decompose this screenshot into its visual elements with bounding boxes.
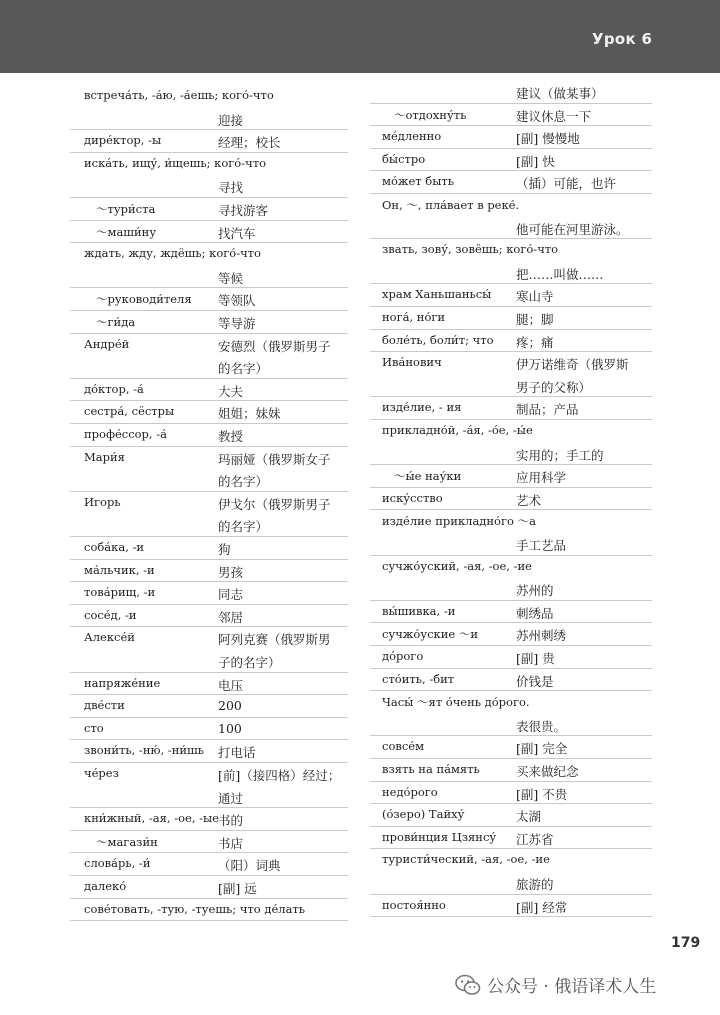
vocab-russian-term: недо́рого	[382, 784, 438, 799]
vocab-chinese-translation: 腿；脚	[516, 312, 554, 327]
row-divider	[70, 739, 348, 740]
row-divider	[370, 125, 652, 126]
row-divider	[70, 920, 348, 921]
vocab-russian-term: туристи́ческий, -ая, -ое, -ие	[382, 852, 550, 867]
vocab-chinese-translation: 的名字）	[218, 519, 269, 535]
vocab-russian-term: напряже́ние	[84, 675, 161, 690]
row-divider	[370, 803, 652, 804]
row-divider	[370, 758, 652, 759]
row-divider	[370, 464, 652, 465]
vocab-russian-term: прови́нция Цзянсу́	[382, 829, 497, 844]
vocab-chinese-translation: 等导游	[218, 316, 256, 331]
vocab-chinese-translation: 苏州刺绣	[516, 628, 567, 644]
vocab-russian-term: сове́товать, -тую, -туешь; что де́лать	[84, 901, 306, 916]
vocab-russian-term: взять на па́мять	[382, 762, 480, 776]
row-divider	[370, 396, 652, 397]
vocab-chinese-translation: [副] 不贵	[516, 786, 568, 802]
vocab-chinese-translation: 等领队	[218, 293, 256, 309]
vocab-chinese-translation: 大夫	[218, 383, 244, 399]
vocab-chinese-translation: 通过	[218, 790, 244, 806]
vocab-chinese-translation: 玛丽娅（俄罗斯女子	[218, 451, 331, 467]
watermark-text: 公众号 · 俄语译术人生	[487, 977, 657, 997]
row-divider	[70, 559, 348, 560]
vocab-russian-term: бы́стро	[382, 151, 426, 166]
vocab-russian-term: ма́льчик, -и	[84, 562, 155, 577]
vocab-chinese-translation: （阳）词典	[218, 858, 281, 874]
row-divider	[70, 491, 348, 492]
vocab-chinese-translation: 寻找游客	[218, 203, 269, 218]
vocab-chinese-translation: 子的名字）	[218, 655, 281, 670]
row-divider	[70, 694, 348, 695]
vocab-chinese-translation: 电压	[218, 677, 244, 693]
vocab-russian-term: встреча́ть, -а́ю, -а́ешь; кого́-что	[84, 88, 274, 102]
vocab-russian-term: сто	[84, 720, 104, 735]
row-divider	[370, 283, 652, 284]
vocab-russian-term: (о́зеро) Тайху́	[382, 807, 465, 822]
page-header-bar	[0, 0, 720, 73]
row-divider	[370, 916, 652, 917]
vocab-chinese-translation: 男子的父称）	[516, 379, 592, 395]
row-divider	[70, 898, 348, 899]
row-divider	[70, 197, 348, 198]
vocab-chinese-translation: 艺术	[516, 492, 542, 508]
vocab-chinese-translation: 200	[218, 698, 242, 714]
row-divider	[370, 419, 652, 420]
vocab-russian-term: ～тури́ста	[96, 202, 156, 216]
vocab-russian-term: Игорь	[84, 494, 121, 509]
vocab-chinese-translation: 表很贵。	[516, 718, 567, 734]
row-divider	[370, 148, 652, 149]
vocab-chinese-translation: [副] 完全	[516, 741, 568, 757]
row-divider	[70, 423, 348, 424]
vocab-russian-term: сучжо́уский, -ая, -ое, -ие	[382, 558, 532, 573]
row-divider	[70, 220, 348, 221]
row-divider	[370, 600, 652, 601]
row-divider	[370, 306, 652, 307]
vocab-chinese-translation: 建议（做某事）	[516, 86, 604, 101]
vocab-chinese-translation: 等候	[218, 270, 244, 286]
vocab-chinese-translation: 他可能在河里游泳。	[516, 221, 629, 237]
vocab-chinese-translation: 阿列克赛（俄罗斯男	[218, 632, 331, 648]
row-divider	[70, 581, 348, 582]
vocab-chinese-translation: 经理；校长	[218, 135, 281, 151]
vocab-russian-term: ждать, жду, ждёшь; кого́-что	[84, 246, 261, 261]
row-divider	[370, 555, 652, 556]
vocab-chinese-translation: 寒山寺	[516, 289, 554, 305]
vocab-russian-term: совсе́м	[382, 739, 425, 754]
vocab-russian-term: нога́, но́ги	[382, 310, 446, 324]
vocab-russian-term: дире́ктор, -ы	[84, 133, 162, 148]
row-divider	[70, 400, 348, 401]
row-divider	[370, 848, 652, 849]
vocab-russian-term: сто́ить, -бит	[382, 671, 455, 686]
row-divider	[370, 668, 652, 669]
vocab-russian-term: храм Ханьшаньсы́	[382, 287, 492, 302]
row-divider	[370, 193, 652, 194]
row-divider	[370, 351, 652, 352]
vocab-russian-term: иску́сство	[382, 490, 443, 505]
vocab-chinese-translation: 实用的；手工的	[516, 447, 604, 463]
vocab-chinese-translation: 书的	[218, 813, 244, 829]
row-divider	[70, 378, 348, 379]
vocab-chinese-translation: 制品；产品	[516, 402, 579, 418]
vocab-chinese-translation: 刺绣品	[516, 605, 554, 621]
vocab-russian-term: сосе́д, -и	[84, 607, 137, 622]
vocab-russian-term: ～руководи́теля	[96, 292, 192, 307]
row-divider	[370, 894, 652, 895]
vocab-chinese-translation: 手工艺品	[516, 538, 567, 553]
vocab-chinese-translation: 的名字）	[218, 361, 269, 377]
vocab-russian-term: кни́жный, -ая, -ое, -ые	[84, 811, 219, 826]
vocab-chinese-translation: 的名字）	[218, 474, 269, 490]
vocab-chinese-translation: 迎接	[218, 112, 244, 128]
row-divider	[70, 310, 348, 311]
vocab-chinese-translation: 寻找	[218, 180, 244, 196]
vocab-russian-term: далеко́	[84, 879, 127, 893]
row-divider	[70, 807, 348, 808]
vocab-russian-term: ～магази́н	[96, 834, 158, 849]
vocab-russian-term: вы́шивка, -и	[382, 603, 456, 618]
vocab-russian-term: изде́лие, - ия	[382, 400, 462, 415]
vocab-chinese-translation: 书店	[218, 835, 244, 851]
vocab-russian-term: боле́ть, боли́т; что	[382, 332, 494, 347]
vocab-chinese-translation: 100	[218, 720, 242, 736]
vocab-russian-term: това́рищ, -и	[84, 585, 156, 600]
vocab-russian-term: Андре́й	[84, 336, 130, 351]
row-divider	[370, 170, 652, 171]
vocab-chinese-translation: 太湖	[516, 809, 542, 825]
wechat-icon	[455, 974, 481, 996]
row-divider	[70, 672, 348, 673]
vocab-chinese-translation: [前]（接四格）经过；	[218, 768, 341, 783]
vocab-russian-term: че́рез	[84, 766, 119, 780]
vocab-russian-term: до́ктор, -а́	[84, 381, 144, 396]
vocab-chinese-translation: 安德烈（俄罗斯男子	[218, 338, 331, 354]
vocab-chinese-translation: 男孩	[218, 564, 244, 580]
lesson-title: Урок 6	[592, 30, 653, 48]
row-divider	[370, 826, 652, 827]
row-divider	[70, 626, 348, 627]
vocab-chinese-translation: 江苏省	[516, 831, 554, 847]
vocab-chinese-translation: 把……叫做……	[516, 266, 604, 282]
vocab-chinese-translation: 找汽车	[218, 225, 256, 241]
vocab-russian-term: ～ги́да	[96, 315, 136, 329]
row-divider	[70, 536, 348, 537]
vocab-chinese-translation: [副] 慢慢地	[516, 131, 580, 147]
vocab-chinese-translation: 疼；痛	[516, 334, 554, 350]
vocab-russian-term: профе́ссор, -а́	[84, 427, 167, 441]
row-divider	[370, 781, 652, 782]
vocab-chinese-translation: 苏州的	[516, 583, 554, 599]
vocab-russian-term: звони́ть, -ню́, -ни́шь	[84, 743, 204, 758]
row-divider	[70, 830, 348, 831]
vocab-russian-term: прикладно́й, -а́я, -о́е, -ы́е	[382, 423, 533, 437]
vocab-chinese-translation: 伊万诺维奇（俄罗斯	[516, 357, 629, 373]
vocab-chinese-translation: 邻居	[218, 609, 244, 625]
vocab-russian-term: до́рого	[382, 649, 424, 663]
vocab-chinese-translation: 应用科学	[516, 470, 567, 486]
vocab-chinese-translation: 价钱是	[516, 673, 554, 689]
row-divider	[70, 129, 348, 130]
row-divider	[370, 735, 652, 736]
vocab-chinese-translation: [副] 远	[218, 881, 257, 896]
row-divider	[70, 852, 348, 853]
vocab-russian-term: соба́ка, -и	[84, 540, 145, 554]
vocab-russian-term: ～отдохну́ть	[394, 107, 467, 122]
vocab-chinese-translation: 建议休息一下	[516, 108, 592, 124]
vocab-chinese-translation: [副] 经常	[516, 899, 568, 915]
row-divider	[70, 446, 348, 447]
vocab-russian-term: Он, ～, пла́вает в реке́.	[382, 198, 520, 212]
vocab-chinese-translation: [副] 贵	[516, 651, 555, 666]
row-divider	[70, 717, 348, 718]
row-divider	[70, 604, 348, 605]
vocab-russian-term: сестра́, сёстры	[84, 404, 175, 419]
vocab-chinese-translation: （插）可能，也许	[516, 176, 617, 192]
row-divider	[70, 152, 348, 153]
vocab-russian-term: мо́жет быть	[382, 174, 454, 189]
vocab-chinese-translation: 伊戈尔（俄罗斯男子	[218, 496, 331, 512]
row-divider	[370, 238, 652, 239]
vocab-chinese-translation: 教授	[218, 429, 244, 444]
row-divider	[370, 645, 652, 646]
row-divider	[70, 333, 348, 334]
row-divider	[370, 103, 652, 104]
vocab-russian-term: две́сти	[84, 698, 125, 713]
vocab-chinese-translation: 姐姐；妹妹	[218, 406, 281, 422]
row-divider	[370, 690, 652, 691]
vocab-russian-term: сучжо́уские ～и	[382, 627, 478, 642]
vocab-chinese-translation: [副] 快	[516, 153, 555, 169]
vocab-chinese-translation: 打电话	[218, 745, 256, 761]
page-number: 179	[671, 935, 701, 951]
vocab-russian-term: ме́дленно	[382, 129, 442, 144]
row-divider	[370, 329, 652, 330]
vocab-chinese-translation: 狗	[218, 542, 231, 557]
row-divider	[70, 875, 348, 876]
row-divider	[70, 287, 348, 288]
vocab-russian-term: звать, зову́, зовёшь; кого́-что	[382, 242, 559, 257]
vocab-russian-term: постоя́нно	[382, 897, 446, 912]
row-divider	[370, 622, 652, 623]
vocab-russian-term: Часы́ ～ят о́чень до́рого.	[382, 695, 530, 710]
row-divider	[70, 762, 348, 763]
vocab-russian-term: ～ы́е нау́ки	[394, 469, 462, 484]
vocab-russian-term: слова́рь, -и́	[84, 856, 151, 871]
vocab-russian-term: изде́лие прикладно́го ～а	[382, 514, 536, 529]
vocab-russian-term: Ива́нович	[382, 355, 442, 370]
row-divider	[370, 487, 652, 488]
vocab-russian-term: иска́ть, ищу́, и́щешь; кого́-что	[84, 155, 266, 170]
watermark	[455, 972, 656, 997]
row-divider	[70, 242, 348, 243]
row-divider	[370, 509, 652, 510]
vocab-chinese-translation: 旅游的	[516, 877, 554, 892]
vocab-russian-term: Алексе́й	[84, 630, 135, 645]
vocab-russian-term: ～маши́ну	[96, 224, 157, 239]
vocab-chinese-translation: 买来做纪念	[516, 764, 579, 779]
vocab-chinese-translation: 同志	[218, 587, 244, 603]
vocab-russian-term: Мари́я	[84, 449, 125, 464]
